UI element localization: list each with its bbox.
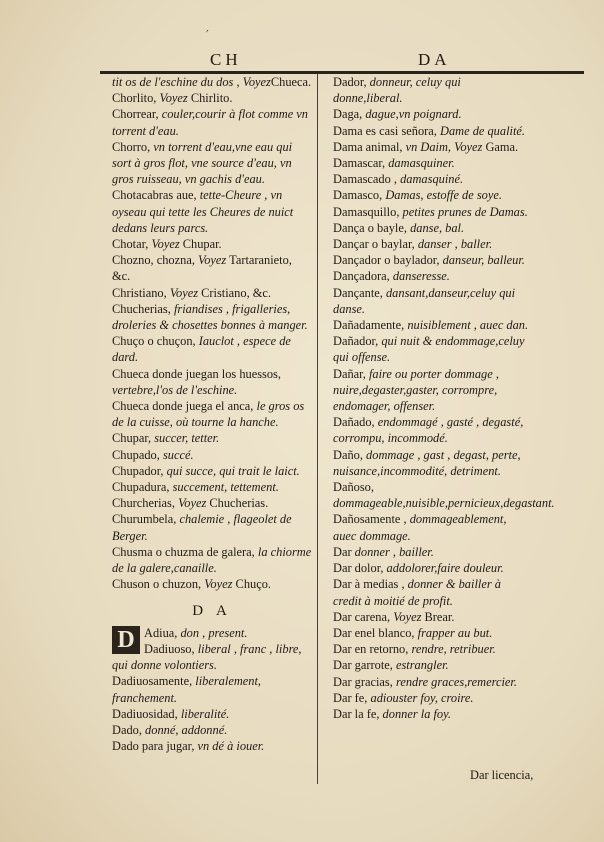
definition: Dame de qualité. (440, 123, 525, 138)
left-column (112, 74, 312, 754)
headword: Chupar, (112, 431, 155, 446)
definition: liberalité. (180, 706, 230, 721)
headword: Dama animal, (333, 139, 406, 154)
definition: donner la foy. (382, 706, 452, 721)
headword: Dañado, (333, 415, 378, 430)
definition: vertebre,l'os de l'eschine. (112, 382, 238, 397)
dictionary-entry (333, 187, 529, 203)
headword: Dadiuoso, (144, 641, 198, 656)
definition: danser , baller. (417, 237, 493, 252)
dictionary-entry (112, 722, 312, 738)
dictionary-entry (333, 220, 529, 236)
dictionary-entry (112, 463, 312, 479)
headword: Chozno, chozna, (112, 253, 199, 268)
dictionary-entry (112, 511, 312, 543)
definition: Iauclot , espece de dard. (112, 334, 291, 365)
definition: chalemie , flageolet de Berger. (112, 512, 292, 543)
dictionary-entry (333, 155, 529, 171)
definition: qui nuit & endommage,celuy qui offense. (333, 334, 525, 365)
dictionary-entry (112, 430, 312, 446)
headword: Dar la fe, (333, 706, 383, 721)
headword: Dar en retorno, (333, 642, 412, 657)
definition: donner & bailler à credit à moitié de profit. (333, 577, 501, 608)
headword: Dar carena, (333, 609, 394, 624)
headword: Dar enel blanco, (333, 625, 418, 640)
dictionary-entry (112, 90, 312, 106)
dictionary-entry (112, 236, 312, 252)
dictionary-entry (333, 123, 529, 139)
definition: rendre graces,remercier. (395, 674, 517, 689)
definition: Voyez (393, 609, 422, 624)
definition: vn torrent d'eau,vne eau qui sort à gros flot, vne source d'eau, vn gros ruisseau, vn gachis d'eau. (112, 139, 293, 187)
headword: Dar fe, (333, 690, 371, 705)
headword: Dadiuosamente, (112, 674, 196, 689)
headword: Chuson o chuzon, (112, 577, 205, 592)
headword: Dar (333, 544, 355, 559)
dictionary-entry (112, 576, 312, 592)
definition: tette-Cheure , vn oyseau qui tette les Cheures de nuict dedans leurs parcs. (112, 188, 294, 235)
definition: succement, tettement. (172, 480, 279, 495)
dictionary-entry (333, 641, 529, 657)
headword: Dar à medias , (333, 577, 408, 592)
cross-reference: Chucherias. (206, 496, 269, 511)
definition: Voyez (178, 496, 207, 511)
dictionary-entry (333, 268, 529, 284)
dictionary-entry (112, 252, 312, 284)
dictionary-entry (333, 139, 529, 155)
definition: endommagé , gasté , degasté, corrompu, incommodé. (333, 415, 524, 446)
definition: danseur, balleur. (442, 253, 525, 268)
definition: damasquiner. (388, 156, 455, 171)
headword: Dado, (112, 722, 146, 737)
headword: Dador, (333, 75, 370, 89)
dictionary-entry (112, 139, 312, 188)
definition: estrangler. (395, 658, 449, 673)
dictionary-entry (333, 74, 529, 106)
dictionary-entry (112, 285, 312, 301)
headword: Chotacabras aue, (112, 188, 200, 203)
dictionary-entry (333, 625, 529, 641)
definition: vn Daim, Voyez (405, 139, 483, 154)
definition: qui succe, qui trait le laict. (166, 463, 300, 478)
dictionary-entry (112, 106, 312, 138)
dictionary-entry (333, 204, 529, 220)
definition: Voyez (198, 253, 227, 268)
da-entries (112, 625, 312, 755)
definition: tit os de l'eschine du dos , Voyez (112, 75, 271, 89)
headword: Dançar o baylar, (333, 237, 418, 252)
definition: friandises , frigalleries, droleries & chosettes bonnes à manger. (112, 301, 308, 333)
headword: Dañoso, (333, 480, 374, 495)
definition: dague,vn poignard. (365, 107, 462, 122)
dictionary-entry (112, 479, 312, 495)
headword: Dama es casi señora, (333, 123, 440, 138)
headword: Chueca donde juegan los huessos, (112, 366, 281, 381)
cross-reference: Chirlito. (187, 91, 233, 106)
definition: donner , bailler. (354, 544, 434, 559)
cross-reference: Cristiano, &c. (198, 285, 272, 300)
dictionary-entry (333, 366, 529, 415)
definition: couler,courir à flot comme vn torrent d'eau. (112, 107, 308, 138)
definition: adiouster foy, croire. (370, 690, 474, 705)
dictionary-entry (112, 673, 312, 705)
headword: Dadiuosidad, (112, 706, 181, 721)
headword: Chorlito, (112, 91, 160, 106)
headword: Damasquillo, (333, 204, 403, 219)
definition: dommageable,nuisible,pernicieux,degastant. (333, 496, 555, 511)
dictionary-entry (333, 236, 529, 252)
headword: Chupadura, (112, 480, 173, 495)
column-divider (317, 74, 318, 784)
dictionary-entry (333, 414, 529, 446)
headword: Chorro, (112, 139, 154, 154)
dictionary-entry (112, 187, 312, 236)
dictionary-entry (333, 576, 529, 608)
ch-entries (112, 74, 312, 593)
definition: don , present. (180, 625, 248, 640)
definition: damasquiné. (400, 172, 464, 187)
headword: Chotar, (112, 237, 152, 252)
cross-reference: Chueca. (270, 75, 312, 89)
dictionary-entry (333, 479, 555, 511)
definition: donneur, celuy qui donne,liberal. (333, 75, 461, 106)
definition: Damas, estoffe de soye. (385, 188, 502, 203)
definition: liberal , franc , libre, qui donne volontiers. (112, 641, 302, 673)
dictionary-entry (333, 317, 529, 333)
cross-reference: Tartaranieto, &c. (112, 253, 292, 284)
dictionary-entry (112, 333, 312, 365)
headword: Chupador, (112, 463, 167, 478)
definition: frapper au but. (417, 625, 493, 640)
definition: liberalement, franchement. (112, 674, 262, 705)
drop-cap-letter: D (112, 626, 140, 654)
definition: dommageablement, auec dommage. (333, 512, 507, 543)
headword: Daga, (333, 107, 366, 122)
dictionary-entry (333, 333, 529, 365)
definition: petites prunes de Damas. (402, 204, 528, 219)
headword: Adiua, (144, 625, 181, 640)
dictionary-entry (333, 690, 529, 706)
dictionary-entry (333, 657, 529, 673)
definition: vn dé à iouer. (197, 739, 265, 754)
definition: dansant,danseur,celuy qui danse. (333, 285, 516, 316)
headword: Daño, (333, 447, 367, 462)
definition: Voyez (151, 237, 180, 252)
cross-reference: Chupar. (179, 237, 222, 252)
headword: Chueca donde juega el anca, (112, 399, 257, 414)
running-head (0, 50, 604, 70)
dictionary-entry (112, 641, 312, 673)
headword: Dançadora, (333, 269, 393, 284)
definition: le gros os de la cuisse, où tourne la hanche. (112, 399, 305, 430)
headword: Dañosamente , (333, 512, 410, 527)
catchword: Dar licencia, (470, 768, 534, 782)
headword: Dañador, (333, 334, 382, 349)
headword: Chuço o chuçon, (112, 334, 199, 349)
dictionary-entry (333, 674, 529, 690)
definition: Voyez (204, 577, 233, 592)
headword: Dança o bayle, (333, 220, 411, 235)
definition: danseresse. (392, 269, 450, 284)
definition: succer, tetter. (154, 431, 220, 446)
dictionary-entry (112, 366, 312, 398)
cross-reference: Chuço. (232, 577, 271, 592)
dictionary-entry (333, 171, 529, 187)
definition: succé. (162, 447, 194, 462)
dictionary-entry (333, 106, 529, 122)
headword: Chusma o chuzma de galera, (112, 544, 258, 559)
dictionary-entry (333, 511, 529, 543)
definition: la chiorme de la galere,canaille. (112, 544, 312, 576)
headword: Dançante, (333, 285, 386, 300)
dictionary-entry (112, 706, 312, 722)
dictionary-entry (112, 495, 312, 511)
headword: Dar garrote, (333, 658, 396, 673)
dictionary-entry (112, 301, 312, 333)
right-column (333, 74, 555, 722)
ink-tick: ′ (206, 28, 209, 42)
dictionary-entry (112, 398, 312, 430)
headword: Dañadamente, (333, 318, 408, 333)
definition: faire ou porter dommage , nuire,degaster,gaster, corrompre, endomager, offenser. (333, 366, 499, 414)
dictionary-entry (333, 609, 529, 625)
section-title: D A (192, 602, 232, 619)
headword: Chucherias, (112, 301, 174, 316)
definition: donné, addonné. (145, 722, 228, 737)
headword: Christiano, (112, 285, 170, 300)
dictionary-entry (333, 706, 529, 722)
dictionary-entry (333, 447, 529, 479)
running-head-right: DA (418, 50, 451, 69)
headword: Dar dolor, (333, 561, 387, 576)
headword: Churumbela, (112, 512, 180, 527)
headword: Damascar, (333, 156, 389, 171)
headword: Churcherias, (112, 496, 179, 511)
dictionary-entry (112, 74, 312, 90)
definition: danse, bal. (410, 220, 465, 235)
headword: Dançador o baylador, (333, 253, 443, 268)
dictionary-entry (333, 544, 529, 560)
definition: Voyez (159, 91, 188, 106)
headword: Dañar, (333, 366, 369, 381)
dictionary-entry (333, 560, 529, 576)
headword: Dado para jugar, (112, 739, 198, 754)
definition: nuisiblement , auec dan. (407, 318, 529, 333)
cross-reference: Gama. (482, 139, 519, 154)
running-head-left: CH (210, 50, 242, 69)
cross-reference: Brear. (421, 609, 455, 624)
dictionary-entry (333, 285, 529, 317)
dictionary-entry (112, 738, 312, 754)
dictionary-entry (333, 252, 529, 268)
headword: Dar gracias, (333, 674, 396, 689)
headword: Damasco, (333, 188, 386, 203)
dictionary-entry (112, 447, 312, 463)
definition: addolorer,faire douleur. (386, 561, 504, 576)
definition: dommage , gast , degast, perte, nuisance,incommodité, detriment. (333, 447, 521, 478)
headword: Chupado, (112, 447, 163, 462)
definition: Voyez (169, 285, 199, 300)
definition: rendre, retribuer. (411, 642, 496, 657)
headword: Chorrear, (112, 107, 162, 122)
dictionary-entry (112, 544, 312, 576)
headword: Damascado , (333, 172, 401, 187)
